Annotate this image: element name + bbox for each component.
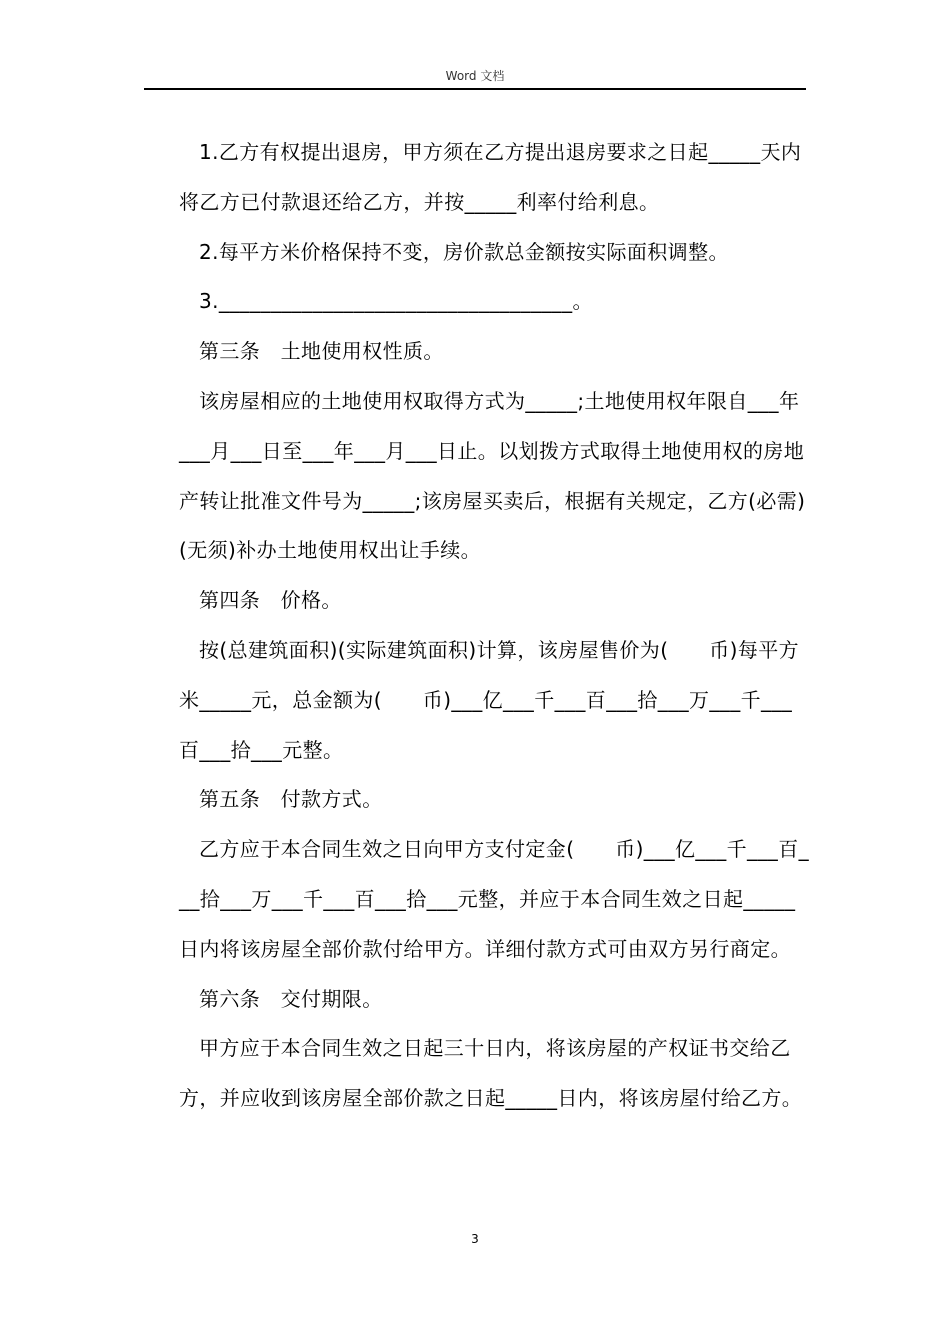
- clause-blank-3: 3.__________________________________。: [199, 289, 593, 314]
- clause-refund: 1.乙方有权提出退房，甲方须在乙方提出退房要求之日起_____天内将乙方已付款退还给乙方，并按_____利率付给利息。: [179, 140, 802, 214]
- article-3-body: 该房屋相应的土地使用权取得方式为_____;土地使用权年限自___年___月___日至___年___月___日止。以划拨方式取得土地使用权的房地产转让批准文件号为_____;该房屋买卖后，根据有关规定，乙方(必需)(无须)补办土地使用权出让手续。: [179, 388, 806, 563]
- article-6-heading: 第六条 交付期限。: [199, 986, 383, 1011]
- article-5-body: 乙方应于本合同生效之日向甲方支付定金( 币)___亿___千___百___拾___万___千___百___拾___元整，并应于本合同生效之日起_____日内将该房屋全部价款付给甲方。详细付款方式可由双方另行商定。: [179, 837, 810, 961]
- article-3-heading: 第三条 土地使用权性质。: [199, 339, 444, 364]
- clause-price-constant: 2.每平方米价格保持不变，房价款总金额按实际面积调整。: [199, 239, 729, 264]
- page-footer: [0, 1230, 950, 1248]
- article-6-body: 甲方应于本合同生效之日起三十日内，将该房屋的产权证书交给乙方，并应收到该房屋全部价款之日起_____日内，将该房屋付给乙方。: [179, 1036, 803, 1111]
- page-header: [144, 64, 806, 90]
- article-4-heading: 第四条 价格。: [199, 588, 342, 613]
- article-5-heading: 第五条 付款方式。: [199, 787, 383, 812]
- page-number: 3: [471, 1232, 479, 1246]
- article-4-body: 按(总建筑面积)(实际建筑面积)计算，该房屋售价为( 币)每平方米_____元，总金额为( 币)___亿___千___百___拾___万___千___百___拾___元整。: [179, 637, 800, 762]
- header-title: Word 文档: [445, 69, 505, 83]
- document-body: [179, 128, 809, 1124]
